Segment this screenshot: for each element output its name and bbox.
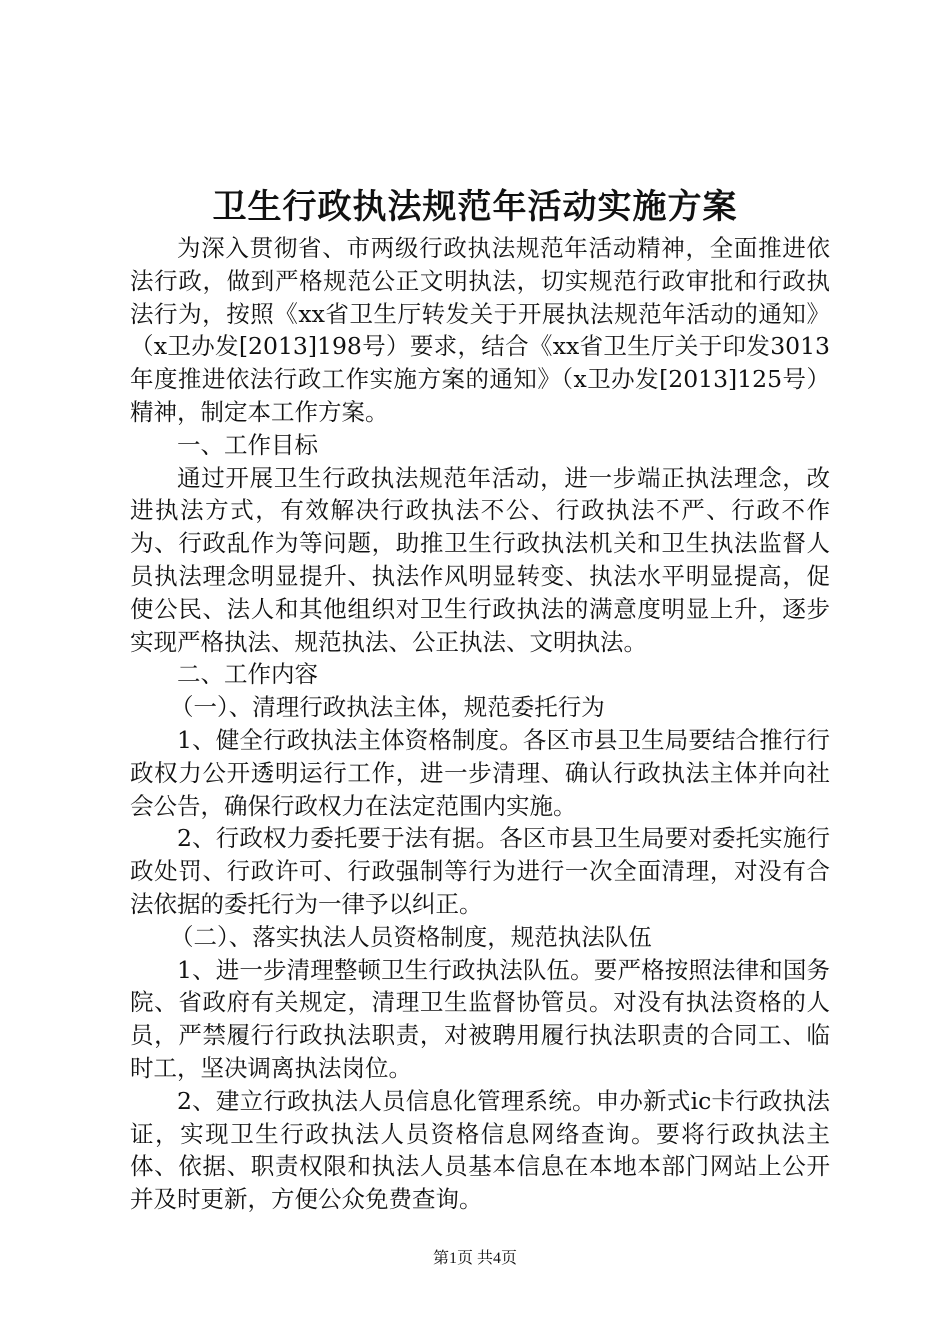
section-heading-goals: 一、工作目标 <box>177 430 318 459</box>
subsection-heading-2: （二）、落实执法人员资格制度，规范执法队伍 <box>170 922 652 951</box>
subsection-heading-1: （一）、清理行政执法主体，规范委托行为 <box>170 693 605 722</box>
intro-paragraph: 为深入贯彻省、市两级行政执法规范年活动精神，全面推进依法行政，做到严格规范公正文明执法，切实规范行政审批和行政执法行为，按照《xx省卫生厅转发关于开展执法规范年活动的通知》（x卫办发[2013]198号）要求，结合《xx省卫生厅关于印发3013年度推进依法行政工作实施方案的通知》（x卫办发[2013]125号）精神，制定本工作方案。 <box>130 234 830 426</box>
document-body <box>130 232 830 1216</box>
page-title: 卫生行政执法规范年活动实施方案 <box>212 187 738 227</box>
page-footer: 第1页 共4页 <box>432 1250 517 1267</box>
item-paragraph: 1、健全行政执法主体资格制度。各区市县卫生局要结合推行行政权力公开透明运行工作，进一步清理、确认行政执法主体并向社会公告，确保行政权力在法定范围内实施。 <box>130 725 830 820</box>
item-paragraph: 1、进一步清理整顿卫生行政执法队伍。要严格按照法律和国务院、省政府有关规定，清理卫生监督协管员。对没有执法资格的人员，严禁履行行政执法职责，对被聘用履行执法职责的合同工、临时工，坚决调离执法岗位。 <box>130 955 830 1082</box>
goals-paragraph: 通过开展卫生行政执法规范年活动，进一步端正执法理念，改进执法方式，有效解决行政执法不公、行政执法不严、行政不作为、行政乱作为等问题，助推卫生行政执法机关和卫生执法监督人员执法理念明显提升、执法作风明显转变、执法水平明显提高，促使公民、法人和其他组织对卫生行政执法的满意度明显上升，逐步实现严格执法、规范执法、公正执法、文明执法。 <box>130 463 830 656</box>
item-paragraph: 2、建立行政执法人员信息化管理系统。申办新式ic卡行政执法证，实现卫生行政执法人员资格信息网络查询。要将行政执法主体、依据、职责权限和执法人员基本信息在本地本部门网站上公开并及时更新，方便公众免费查询。 <box>130 1086 830 1214</box>
item-paragraph: 2、行政权力委托要于法有据。各区市县卫生局要对委托实施行政处罚、行政许可、行政强制等行为进行一次全面清理，对没有合法依据的委托行为一律予以纠正。 <box>130 824 830 918</box>
section-heading-content: 二、工作内容 <box>177 660 318 689</box>
